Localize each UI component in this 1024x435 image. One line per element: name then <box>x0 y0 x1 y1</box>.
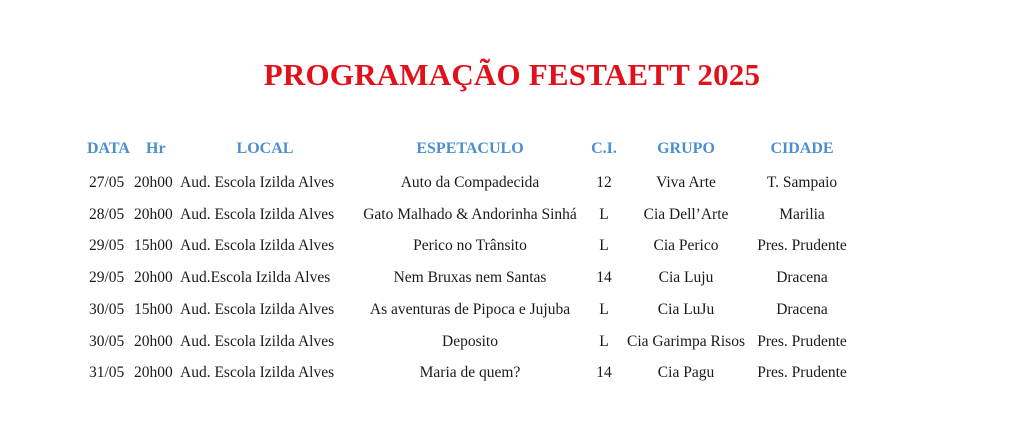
cell-local: Aud. Escola Izilda Alves <box>180 205 335 223</box>
cell-data: 30/05 <box>89 300 125 318</box>
cell-cidade: Dracena <box>776 300 828 318</box>
cell-ci: L <box>599 205 609 223</box>
cell-local: Aud. Escola Izilda Alves <box>180 300 335 318</box>
cell-grupo: Cia Perico <box>653 237 719 255</box>
header-ci: C.I. <box>591 140 617 157</box>
cell-grupo: Viva Arte <box>656 174 716 191</box>
cell-hr: 20h00 <box>134 269 173 287</box>
cell-data: 29/05 <box>89 269 125 287</box>
cell-data: 28/05 <box>89 205 125 223</box>
cell-hr: 20h00 <box>134 205 173 223</box>
cell-cidade: Pres. Prudente <box>757 364 847 382</box>
cell-local: Aud. Escola Izilda Alves <box>180 237 335 255</box>
cell-cidade: Pres. Prudente <box>757 332 847 350</box>
cell-espetaculo: Maria de quem? <box>419 364 521 382</box>
cell-ci: 14 <box>596 364 612 382</box>
cell-cidade: Dracena <box>776 269 828 287</box>
cell-local: Aud. Escola Izilda Alves <box>180 364 335 382</box>
page-title: PROGRAMAÇÃO FESTAETT 2025 <box>263 57 761 92</box>
header-cidade: CIDADE <box>770 140 834 157</box>
cell-data: 29/05 <box>89 237 125 255</box>
cell-grupo: Cia Luju <box>658 269 714 287</box>
cell-ci: 14 <box>596 269 612 287</box>
cell-ci: L <box>599 300 609 318</box>
cell-ci: 12 <box>596 174 612 191</box>
cell-grupo: Cia Dell’Arte <box>643 205 729 223</box>
cell-espetaculo: Deposito <box>442 332 498 350</box>
cell-espetaculo: As aventuras de Pipoca e Jujuba <box>369 300 571 318</box>
cell-local: Aud.Escola Izilda Alves <box>180 269 331 287</box>
cell-local: Aud. Escola Izilda Alves <box>180 174 335 191</box>
cell-grupo: Cia Pagu <box>657 364 715 382</box>
cell-data: 30/05 <box>89 332 125 350</box>
header-espetaculo: ESPETACULO <box>416 140 524 157</box>
cell-hr: 20h00 <box>134 174 173 191</box>
cell-hr: 20h00 <box>134 364 173 382</box>
cell-grupo: Cia LuJu <box>657 300 715 318</box>
cell-cidade: Pres. Prudente <box>757 237 847 255</box>
cell-local: Aud. Escola Izilda Alves <box>180 332 335 350</box>
header-grupo: GRUPO <box>657 140 715 157</box>
cell-hr: 15h00 <box>134 300 173 318</box>
header-local: LOCAL <box>236 140 294 157</box>
cell-espetaculo: Perico no Trânsito <box>413 237 527 255</box>
cell-espetaculo: Auto da Compadecida <box>400 174 540 191</box>
cell-hr: 15h00 <box>134 237 173 255</box>
cell-data: 27/05 <box>89 174 125 191</box>
cell-ci: L <box>599 237 609 255</box>
cell-ci: L <box>599 332 609 350</box>
cell-grupo: Cia Garimpa Risos <box>627 332 745 350</box>
cell-espetaculo: Nem Bruxas nem Santas <box>393 269 547 287</box>
cell-cidade: Marilia <box>779 205 825 223</box>
cell-data: 31/05 <box>89 364 125 382</box>
cell-hr: 20h00 <box>134 332 173 350</box>
cell-espetaculo: Gato Malhado & Andorinha Sinhá <box>363 205 577 223</box>
header-data: DATA <box>87 140 130 157</box>
cell-cidade: T. Sampaio <box>766 174 838 191</box>
header-hr: Hr <box>146 140 166 157</box>
